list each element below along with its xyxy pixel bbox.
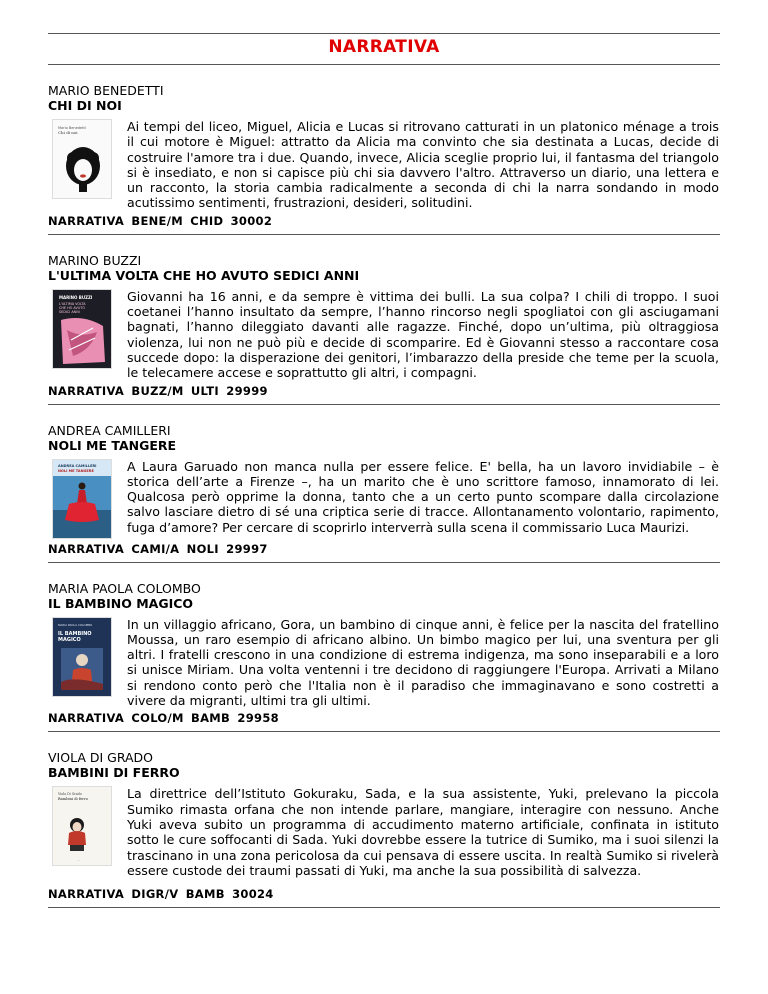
book-description: In un villaggio africano, Gora, un bambino di cinque anni, è felice per la nascita del fratellino Moussa, un raro esempio di africano albino. Un bimbo magico per lui, una sventura per gli altri. I fratelli crescono in una condizione di estrema indigenza, ma sono inseparabili e a loro si unisce Miriam. Una volta ventenni i tre decidono di raggiungere l'Europa. Arrivati a Milano si rendono conto però che l'Italia non è il paradiso che immaginavano e sono costretti a vivere da migranti, ultimi tra gli ultimi. (127, 616, 719, 709)
book-title: NOLI ME TANGERE (48, 437, 177, 453)
svg-text:MARIA PAOLA COLOMBO: MARIA PAOLA COLOMBO (58, 622, 93, 627)
svg-text:L'ULTIMA VOLTA: L'ULTIMA VOLTA (59, 301, 86, 306)
entry-divider (48, 907, 720, 908)
book-cover (52, 786, 112, 866)
shelf-mark: NARRATIVA CAMI/A NOLI 29997 (48, 541, 268, 556)
catalog-page (48, 0, 720, 908)
shelf-mark: NARRATIVA COLO/M BAMB 29958 (48, 711, 279, 726)
book-cover (52, 289, 112, 369)
svg-text:CHE HO AVUTO: CHE HO AVUTO (59, 305, 86, 310)
book-title: BAMBINI DI FERRO (48, 765, 180, 781)
svg-text:SEDICI ANNI: SEDICI ANNI (59, 309, 80, 314)
book-entry (48, 235, 720, 405)
book-title: IL BAMBINO MAGICO (48, 595, 194, 611)
svg-text:IL BAMBINO: IL BAMBINO (58, 630, 92, 637)
svg-text:Viola Di Grado: Viola Di Grado (58, 792, 82, 797)
svg-text:Mario Benedetti: Mario Benedetti (58, 126, 86, 130)
book-cover (52, 119, 112, 199)
shelf-mark: NARRATIVA DIGR/V BAMB 30024 (48, 887, 274, 902)
book-author: MARIA PAOLA COLOMBO (48, 580, 201, 596)
svg-text:Bambini di ferro: Bambini di ferro (58, 797, 88, 802)
book-title: CHI DI NOI (48, 98, 122, 113)
section-title: NARRATIVA (328, 37, 440, 57)
book-title: L'ULTIMA VOLTA CHE HO AVUTO SEDICI ANNI (48, 267, 360, 283)
book-description: A Laura Garuado non manca nulla per essere felice. E' bella, ha un lavoro invidiabile – è storica dell’arte a Firenze –, ha un marito che è uno scrittore famoso, innamorato di lei. Qualcosa però opprime la donna, tanto che a un certo punto scompare dalla circolazione salvo lasciare dietro di sé una criptica serie di tracce. Allontanamento volontario, rapimento, fuga d’amore? Per cercare di scoprirlo interverrà sulla scena il commissario Luca Maurizi. (127, 458, 719, 535)
book-description: Giovanni ha 16 anni, e da sempre è vittima dei bulli. La sua colpa? I chili di troppo. I suoi coetanei l’hanno insultato da sempre, l’hanno rincorso negli spogliatoi con gli asciugamani bagnati, l’hanno dileggiato davanti alle ragazze. Finché, dopo un’ultima, più oltraggiosa violenza, lui non ne può più e decide di scomparire. Ed è Giovanni stesso a raccontare cosa succede dopo: la disperazione dei genitori, l’imbarazzo della preside che teme per la scuola, le telecamere accese e soprattutto gli altri, i compagni. (127, 288, 719, 381)
book-author: MARINO BUZZI (48, 252, 142, 268)
book-cover (52, 459, 112, 539)
svg-text:ANDREA CAMILLERI: ANDREA CAMILLERI (58, 463, 97, 468)
svg-text:NOLI ME TANGERE: NOLI ME TANGERE (58, 468, 94, 473)
top-divider (48, 33, 720, 34)
book-entry (48, 563, 720, 733)
book-author: VIOLA DI GRADO (48, 750, 154, 766)
book-author: ANDREA CAMILLERI (48, 422, 171, 438)
book-author: MARIO BENEDETTI (48, 83, 164, 98)
svg-text:...: ... (77, 859, 80, 863)
shelf-mark: NARRATIVA BENE/M CHID 30002 (48, 213, 273, 228)
svg-text:Chi di noi: Chi di noi (58, 130, 78, 135)
svg-text:MARINO BUZZI: MARINO BUZZI (59, 294, 93, 300)
book-cover (52, 617, 112, 697)
book-entry (48, 405, 720, 563)
shelf-mark: NARRATIVA BUZZ/M ULTI 29999 (48, 383, 268, 398)
book-entry (48, 65, 720, 235)
book-description: Ai tempi del liceo, Miguel, Alicia e Lucas si ritrovano catturati in un platonico ménage a trois il cui motore è Miguel: attratto da Alicia ma convinto che sia destinata a Lucas, decide di costruire l'amore tra i due. Quando, invece, Alicia sceglie proprio lui, il fantasma del triangolo si è insediato, e non si capisce più chi sia davvero l'altro. Attraverso un diario, una lettera e un racconto, la storia cambia radicalmente a seconda di chi la narra sondando in modo acutissimo sentimenti, frustrazioni, desideri, solitudini. (127, 119, 719, 211)
book-entry (48, 732, 720, 908)
svg-text:MAGICO: MAGICO (58, 636, 81, 643)
book-description: La direttrice dell’Istituto Gokuraku, Sada, e la sua assistente, Yuki, prelevano la piccola Sumiko rimasta orfana che non intende parlare, mangiare, interagire con nessuno. Anche Yuki aveva subito un programma di accudimento materno artificiale, confinata in istituto sotto le cure soffocanti di Sada. Yuki dovrebbe essere la tutrice di Sumiko, ma i suoi silenzi la trascinano in una zona pericolosa da cui pensava di essere uscita. In realtà Sumiko si rivelerà essere custode dei traumi passati di Yuki, ma anche la sua possibilità di salvezza. (127, 786, 719, 878)
